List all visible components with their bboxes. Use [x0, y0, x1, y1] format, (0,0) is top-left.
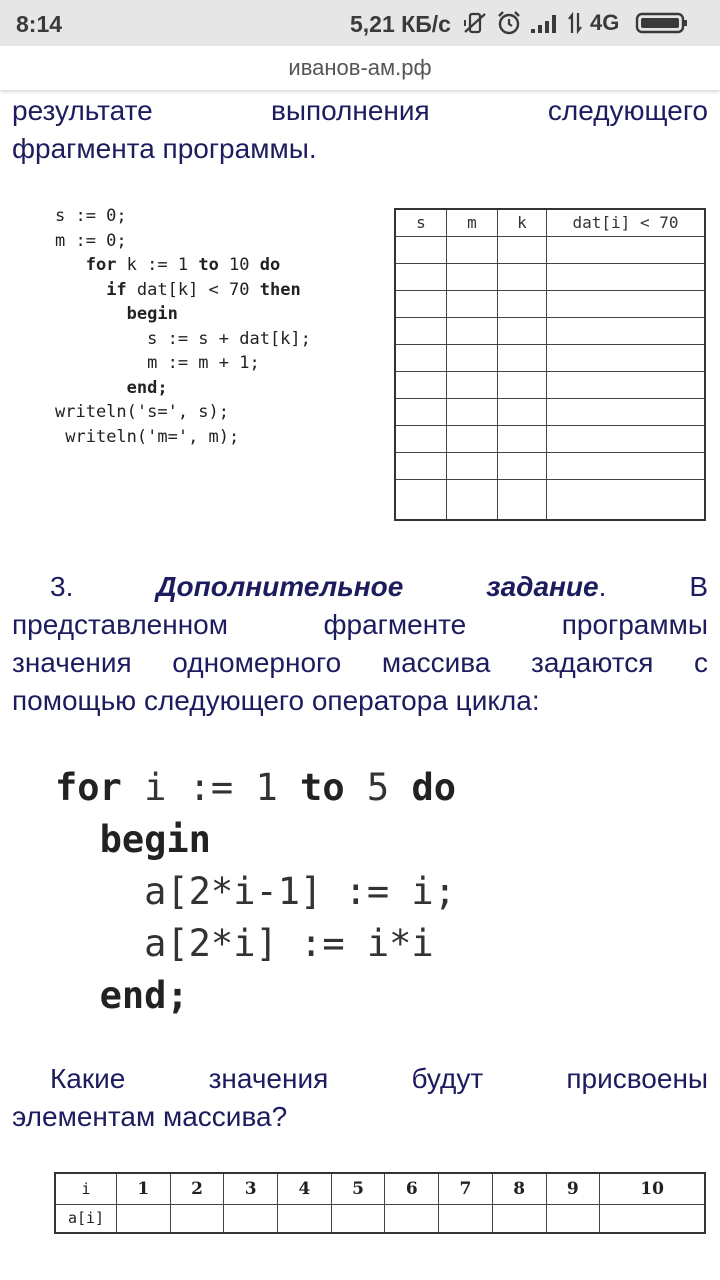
- loop-code: for i := 1 to 5 do begin a[2*i-1] := i; a[2*i] := i*i end;: [55, 766, 456, 1017]
- array-value-cell: [439, 1204, 493, 1233]
- trace-header-condition: dat[i] < 70: [547, 209, 706, 236]
- url-bar[interactable]: [0, 46, 720, 90]
- intro-line-1: результате выполнения следующего: [12, 95, 709, 126]
- signal-icon: [530, 12, 560, 34]
- array-value-cell: [492, 1204, 546, 1233]
- question-paragraph: [12, 1060, 708, 1136]
- status-time: 8:14: [16, 11, 63, 37]
- table-row: [395, 371, 705, 398]
- task3-title: Дополнительное: [156, 571, 404, 602]
- array-index-cell: 9: [546, 1173, 600, 1204]
- question-line-1: Какие значения будут присвоены: [50, 1063, 709, 1094]
- question-line-2: элементам массива?: [12, 1101, 288, 1132]
- url-text[interactable]: иванов-ам.рф: [288, 55, 432, 80]
- array-table: [54, 1172, 706, 1234]
- array-index-cell: 10: [600, 1173, 705, 1204]
- array-index-label: i: [55, 1173, 117, 1204]
- task3-line-3: значения одномерного массива задаются с: [12, 647, 708, 678]
- program-fragment: s := 0; m := 0; for k := 1 to 10 do if dat[k] < 70 then begin s := s + dat[k]; m := m + 1; end; writeln('s=', s); writeln('m=', m);: [55, 206, 311, 447]
- status-icons: [462, 9, 689, 37]
- alarm-icon: [496, 10, 522, 36]
- table-row: [395, 479, 705, 520]
- table-row: [395, 236, 705, 263]
- trace-header-s: s: [395, 209, 447, 236]
- table-row: [395, 452, 705, 479]
- array-index-cell: 5: [331, 1173, 385, 1204]
- array-index-cell: 4: [278, 1173, 332, 1204]
- array-value-cell: [170, 1204, 224, 1233]
- array-value-label: a[i]: [55, 1204, 117, 1233]
- array-index-cell: 7: [439, 1173, 493, 1204]
- trace-table: [394, 208, 706, 521]
- array-index-cell: 2: [170, 1173, 224, 1204]
- array-index-cell: 8: [492, 1173, 546, 1204]
- status-speed: 5,21 КБ/с: [350, 11, 451, 37]
- array-value-cell: [600, 1204, 705, 1233]
- array-index-cell: 1: [117, 1173, 171, 1204]
- array-value-cell: [117, 1204, 171, 1233]
- table-row: [395, 398, 705, 425]
- array-value-cell: [331, 1204, 385, 1233]
- table-row: [395, 425, 705, 452]
- task3-number: 3.: [50, 571, 74, 602]
- table-row: [395, 344, 705, 371]
- table-row: [395, 290, 705, 317]
- array-value-cell: [546, 1204, 600, 1233]
- table-row: [395, 317, 705, 344]
- task3-line-4: помощью следующего оператора цикла:: [12, 685, 540, 716]
- vibrate-off-icon: [462, 11, 488, 35]
- array-value-cell: [224, 1204, 278, 1233]
- network-type: 4G: [590, 10, 620, 35]
- task3-paragraph: [12, 568, 708, 720]
- table-row: [395, 263, 705, 290]
- intro-paragraph: [12, 92, 708, 168]
- array-value-cell: [385, 1204, 439, 1233]
- task3-line-2: представленном фрагменте программы: [12, 609, 709, 640]
- battery-icon: [635, 11, 689, 35]
- task3-title-2: задание: [486, 571, 599, 602]
- array-value-cell: [278, 1204, 332, 1233]
- data-arrows-icon: [568, 11, 582, 35]
- status-bar: [0, 0, 720, 46]
- task3-line-1: 3. Дополнительное задание. В: [50, 571, 709, 602]
- trace-header-row: [395, 209, 705, 236]
- trace-header-k: k: [498, 209, 547, 236]
- array-index-cell: 3: [224, 1173, 278, 1204]
- trace-header-m: m: [447, 209, 498, 236]
- array-value-row: [55, 1204, 705, 1233]
- array-index-row: [55, 1173, 705, 1204]
- array-index-cell: 6: [385, 1173, 439, 1204]
- intro-line-2: фрагмента программы.: [12, 133, 317, 164]
- page-content: [0, 90, 720, 1280]
